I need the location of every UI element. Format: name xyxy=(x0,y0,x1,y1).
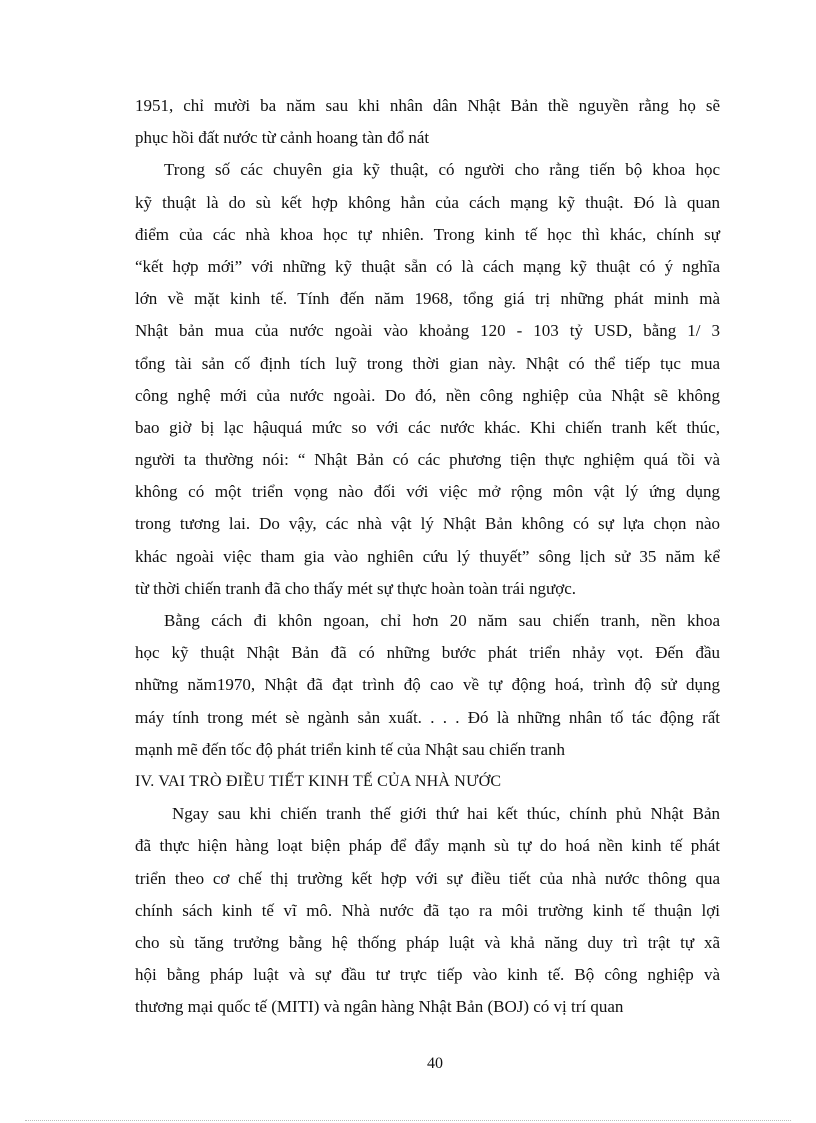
text-line: lớn về mặt kinh tế. Tính đến năm 1968, tổng giá trị những phát minh mà xyxy=(135,289,720,309)
text-line: mạnh mẽ đến tốc độ phát triển kinh tế của Nhật sau chiến tranh xyxy=(135,739,566,759)
text-line: học kỹ thuật Nhật Bản đã có những bước phát triển nhảy vọt. Đến đầu xyxy=(135,643,720,663)
text-line: cho sù tăng trưởng bằng hệ thống pháp luật và khả năng duy trì trật tự xã xyxy=(135,932,720,952)
text-line: kỹ thuật là do sù kết hợp không hẳn của cách mạng kỹ thuật. Đó là quan xyxy=(135,192,720,212)
text-line: triển theo cơ chế thị trường kết hợp với sự điều tiết của nhà nước thông qua xyxy=(135,868,720,888)
text-line: hội bằng pháp luật và sự đầu tư trực tiếp vào kinh tế. Bộ công nghiệp và xyxy=(135,965,720,985)
text-line: bao giờ bị lạc hậuquá mức so với các nước khác. Khi chiến tranh kết thúc, xyxy=(135,417,720,437)
text-line: máy tính trong mét sè ngành sản xuất. . . . Đó là những nhân tố tác động rất xyxy=(135,707,720,727)
text-line: đã thực hiện hàng loạt biện pháp để đẩy mạnh sù tự do hoá nền kinh tế phát xyxy=(135,836,720,856)
text-line: Nhật bản mua của nước ngoài vào khoảng 120 - 103 tỷ USD, bằng 1/ 3 xyxy=(135,321,720,341)
text-line: Trong số các chuyên gia kỹ thuật, có người cho rằng tiến bộ khoa học xyxy=(164,160,720,180)
text-line: công nghệ mới của nước ngoài. Do đó, nền công nghiệp của Nhật sẽ không xyxy=(135,385,720,405)
text-line: chính sách kinh tế vĩ mô. Nhà nước đã tạo ra môi trường kinh tế thuận lợi xyxy=(135,900,720,920)
text-line: tổng tài sản cố định tích luỹ trong thời gian này. Nhật có thể tiếp tục mua xyxy=(135,353,720,373)
text-line: những năm1970, Nhật đã đạt trình độ cao về tự động hoá, trình độ sử dụng xyxy=(135,675,720,695)
text-line: trong tương lai. Do vậy, các nhà vật lý Nhật Bản không có sự lựa chọn nào xyxy=(135,514,720,534)
text-line: thương mại quốc tế (MITI) và ngân hàng Nhật Bản (BOJ) có vị trí quan xyxy=(135,997,624,1017)
body-text xyxy=(135,90,720,1023)
section-heading: IV. VAI TRÒ ĐIỀU TIẾT KINH TẾ CỦA NHÀ NƯỚC xyxy=(135,772,502,790)
text-line: từ thời chiến tranh đã cho thấy mét sự thực hoàn toàn trái ngược. xyxy=(135,578,576,598)
text-line: không có một triển vọng nào đối với việc mở rộng môn vật lý ứng dụng xyxy=(135,482,720,502)
page-number: 40 xyxy=(427,1055,443,1072)
text-line: Ngay sau khi chiến tranh thế giới thứ hai kết thúc, chính phủ Nhật Bản xyxy=(172,804,720,824)
text-line: người ta thường nói: “ Nhật Bản có các phương tiện thực nghiệm quá tồi và xyxy=(135,450,720,470)
text-line: khác ngoài việc tham gia vào nghiên cứu lý thuyết” sông lịch sử 35 năm kể xyxy=(135,546,720,566)
page-bottom-divider xyxy=(25,1120,791,1121)
text-line: Bằng cách đi khôn ngoan, chỉ hơn 20 năm sau chiến tranh, nền khoa xyxy=(164,611,720,630)
text-line: phục hồi đất nước từ cảnh hoang tàn đổ nát xyxy=(135,128,430,148)
text-line: 1951, chỉ mười ba năm sau khi nhân dân Nhật Bản thề nguyền rằng họ sẽ xyxy=(135,96,720,115)
text-line: “kết hợp mới” với những kỹ thuật sẵn có là cách mạng kỹ thuật có ý nghĩa xyxy=(135,256,720,276)
text-line: điểm của các nhà khoa học tự nhiên. Trong kinh tế học thì khác, chính sự xyxy=(135,224,720,244)
